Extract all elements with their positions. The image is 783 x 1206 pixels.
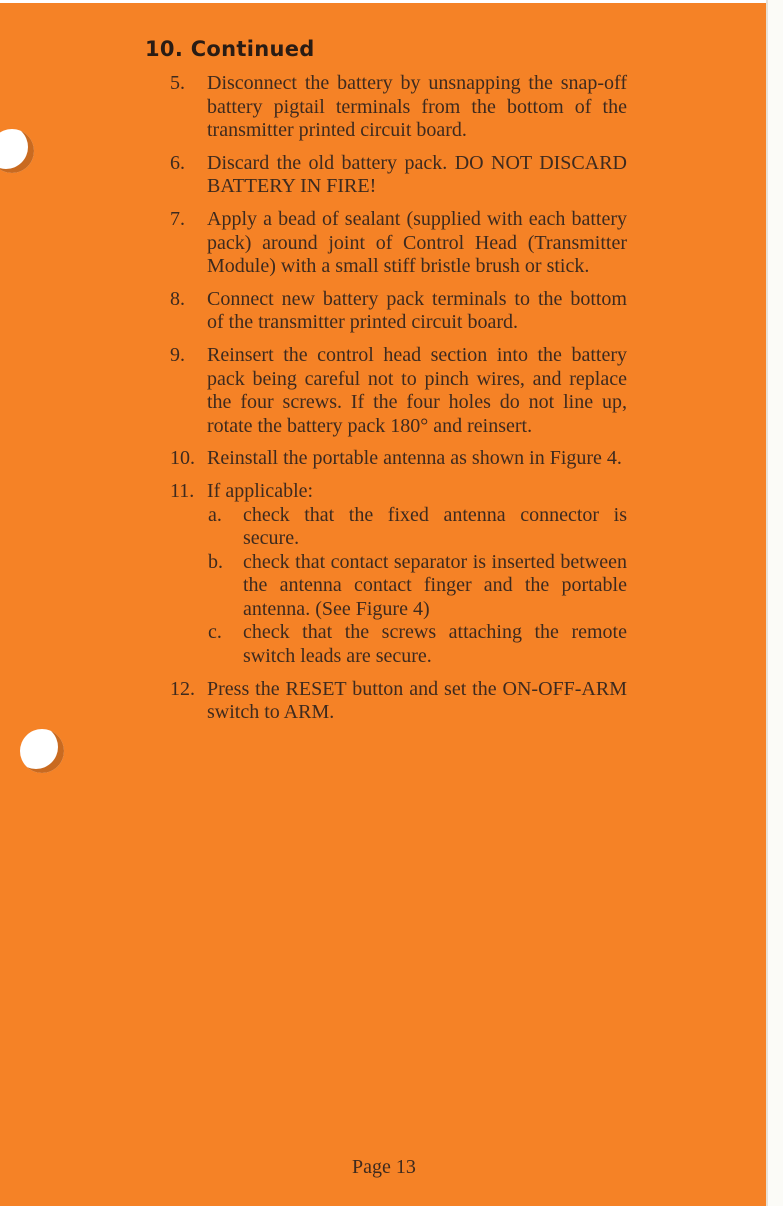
sub-item-text: check that the fixed antenna connector is secure.: [243, 503, 627, 550]
list-item: [170, 72, 627, 143]
section-heading: 10. Continued: [145, 37, 315, 61]
item-number: 9.: [170, 343, 185, 366]
sub-list-item: [208, 621, 627, 668]
item-number: 6.: [170, 151, 185, 174]
list-item: [170, 343, 627, 438]
sub-list-item: [208, 550, 627, 622]
page-edge: [766, 0, 783, 1206]
item-text: Connect new battery pack terminals to the bottom of the transmitter printed circuit board.: [207, 287, 627, 334]
sub-item-letter: c.: [208, 621, 222, 644]
sub-item-text: check that contact separator is inserted between the antenna contact finger and the portable antenna. (See Figure 4): [243, 550, 627, 620]
list-item: [170, 207, 627, 279]
binder-hole-bottom: [20, 729, 64, 773]
list-item: [170, 151, 627, 199]
list-item: [170, 479, 627, 669]
list-item: [170, 447, 627, 471]
item-text: If applicable:: [207, 479, 314, 502]
item-number: 5.: [170, 72, 185, 94]
sub-item-text: check that the screws attaching the remote switch leads are secure.: [243, 621, 627, 668]
item-number: 8.: [170, 287, 185, 310]
page-number: Page 13: [352, 1156, 416, 1178]
item-number: 10.: [170, 447, 195, 470]
instruction-list: [170, 72, 627, 734]
item-text: Press the RESET button and set the ON-OFF-ARM switch to ARM.: [207, 677, 627, 724]
sub-item-letter: b.: [208, 550, 223, 573]
list-item: [170, 287, 627, 335]
binder-hole-top: [0, 129, 34, 173]
item-number: 7.: [170, 207, 185, 230]
item-text: Discard the old battery pack. DO NOT DISCARD BATTERY IN FIRE!: [207, 151, 627, 198]
list-item: [170, 677, 627, 725]
item-text: Disconnect the battery by unsnapping the snap-off battery pigtail terminals from the bottom of the transmitter printed circuit board.: [207, 72, 627, 142]
item-number: 12.: [170, 677, 195, 700]
item-text: Reinsert the control head section into the battery pack being careful not to pinch wires, and replace the four screws. If the four holes do not line up, rotate the battery pack 180° and reinsert.: [207, 343, 627, 437]
item-text: Apply a bead of sealant (supplied with each battery pack) around joint of Control Head (Transmitter Module) with a small stiff bristle brush or stick.: [207, 207, 627, 278]
sub-list-item: [208, 503, 627, 551]
item-number: 11.: [170, 479, 195, 502]
item-text: Reinstall the portable antenna as shown in Figure 4.: [207, 447, 622, 470]
sub-item-letter: a.: [208, 503, 222, 526]
